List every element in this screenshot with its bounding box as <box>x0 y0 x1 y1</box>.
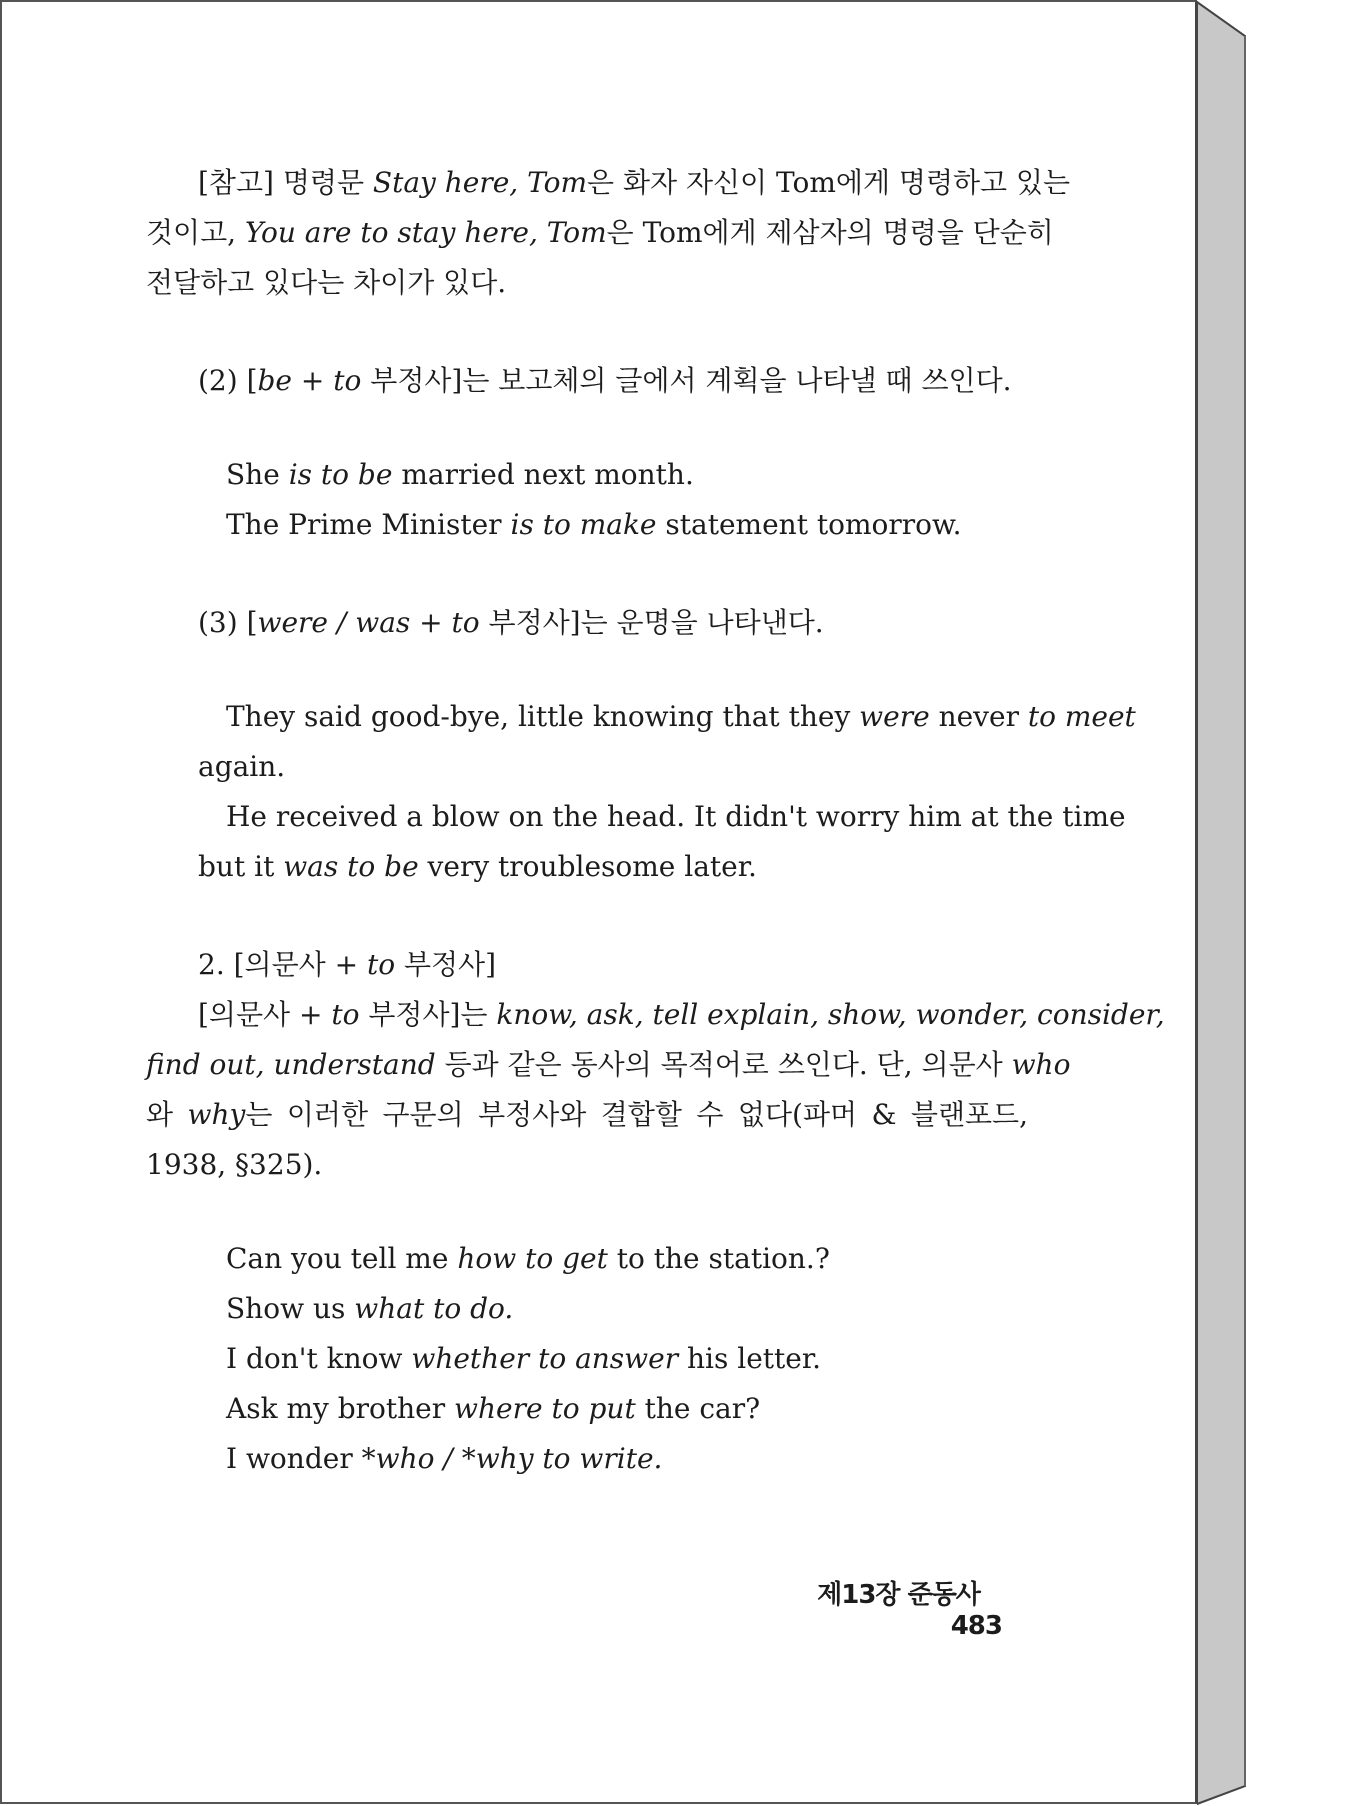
example-4-1: Can you tell me how to get to the station.? <box>226 1242 830 1275</box>
chapter-title: 제13장 준동사 <box>817 1580 980 1610</box>
note-line-2: 것이고, You are to stay here, Tom은 Tom에게 제삼자의 명령을 단순히 <box>146 216 1054 249</box>
part-2-body-line-4: 1938, §325). <box>146 1148 323 1181</box>
example-3-2-line-2: but it was to be very troublesome later. <box>198 850 757 883</box>
note-line-3: 전달하고 있다는 차이가 있다. <box>146 266 507 299</box>
example-4-4: Ask my brother where to put the car? <box>226 1392 761 1425</box>
page-content <box>146 158 1165 1484</box>
example-2-2: The Prime Minister is to make statement tomorrow. <box>226 508 962 541</box>
example-3-2-line-1: He received a blow on the head. It didn't worry him at the time <box>226 800 1126 833</box>
example-3-1-line-2: again. <box>198 750 286 783</box>
page-footer <box>792 1574 1002 1641</box>
part-2-heading: 2. [의문사 + to 부정사] <box>198 948 497 981</box>
page-number: 483 <box>950 1611 1002 1641</box>
example-3-1-line-1: They said good-bye, little knowing that they were never to meet <box>226 700 1136 733</box>
part-2-body-line-1: [의문사 + to 부정사]는 know, ask, tell explain, show, wonder, consider, <box>198 998 1165 1031</box>
part-2-body-line-2: find out, understand 등과 같은 동사의 목적어로 쓰인다. 단, 의문사 who <box>146 1048 1071 1081</box>
example-4-2: Show us what to do. <box>226 1292 514 1325</box>
section-3-heading: (3) [were / was + to 부정사]는 운명을 나타낸다. <box>198 606 824 639</box>
section-2-heading: (2) [be + to 부정사]는 보고체의 글에서 계획을 나타낼 때 쓰인다. <box>198 364 1012 397</box>
example-4-5: I wonder *who / *why to write. <box>226 1442 663 1475</box>
book-spine <box>1197 0 1247 1806</box>
example-4-3: I don't know whether to answer his letter. <box>226 1342 822 1375</box>
part-2-body-line-3: 와 why는 이러한 구문의 부정사와 결합할 수 없다(파머 & 블랜포드, <box>146 1098 1029 1131</box>
example-2-1: She is to be married next month. <box>226 458 694 491</box>
note-line-1: [참고] 명령문 Stay here, Tom은 화자 자신이 Tom에게 명령하고 있는 <box>198 166 1071 199</box>
